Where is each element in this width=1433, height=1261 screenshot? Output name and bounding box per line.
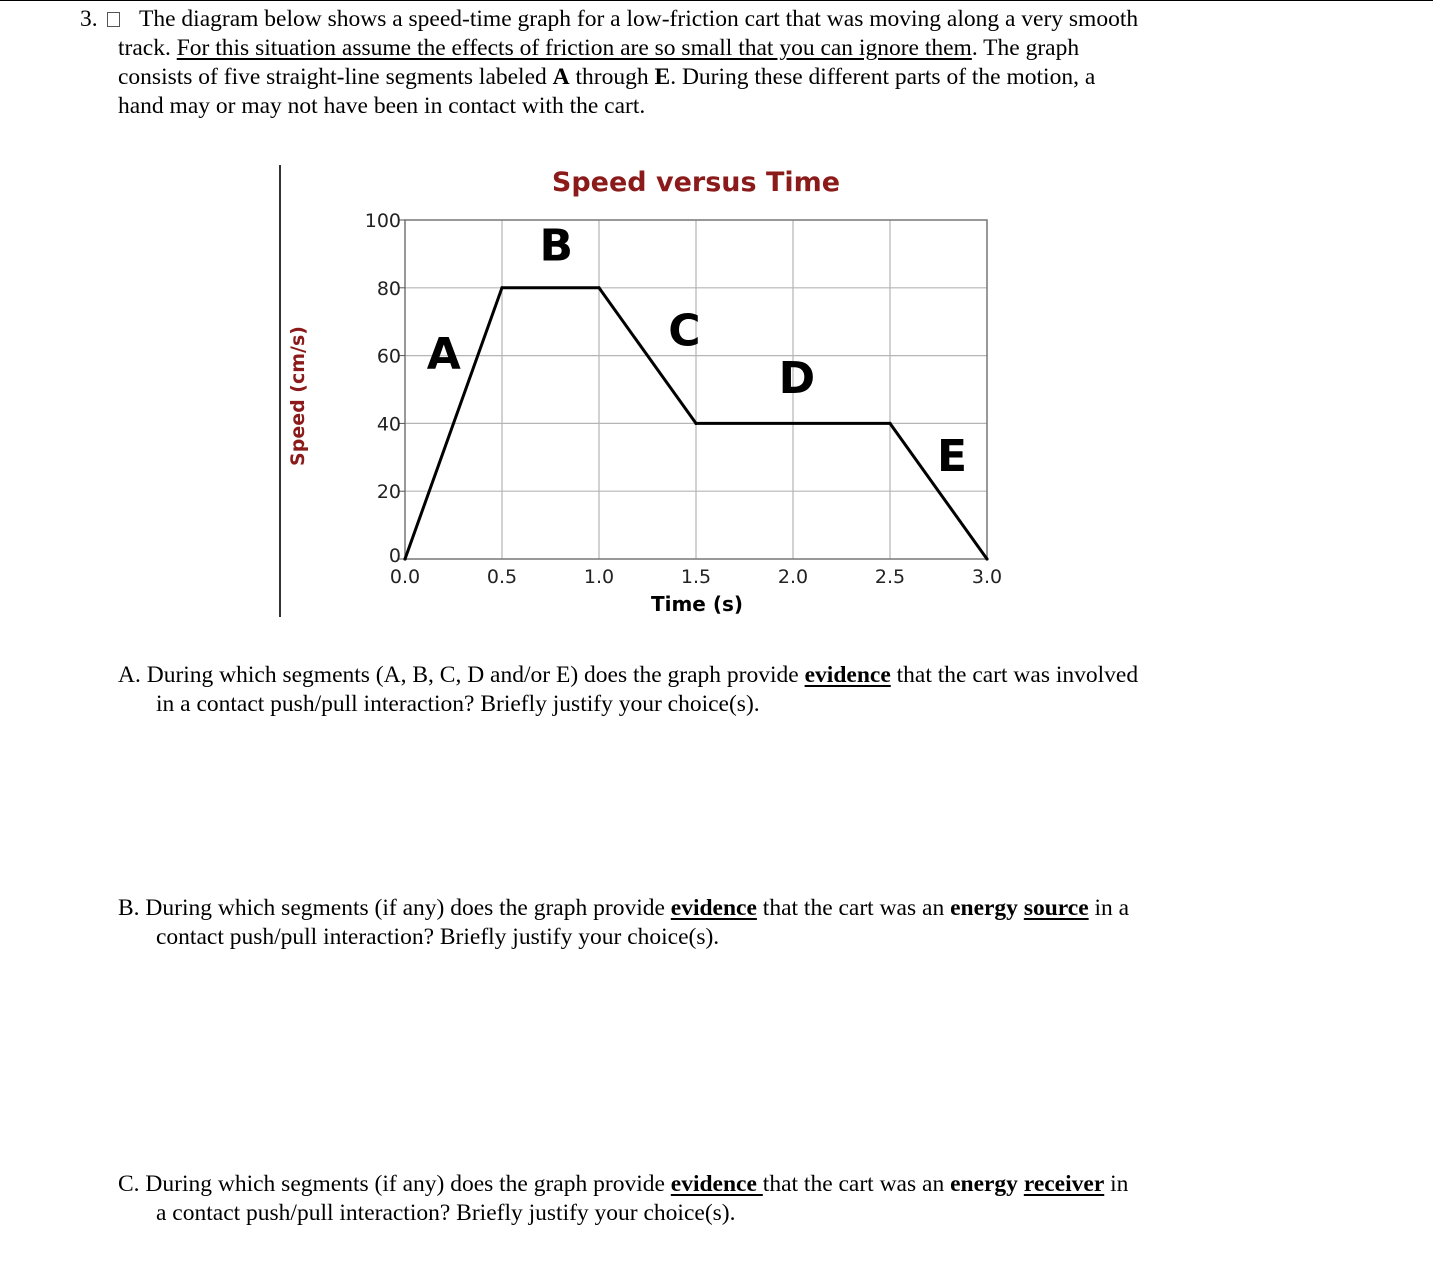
- segment-label-a: A: [426, 329, 461, 381]
- intro-line-4: hand may or may not have been in contact with the cart.: [118, 93, 646, 119]
- segment-label-b: B: [539, 220, 574, 272]
- part-a-line-2: in a contact push/pull interaction? Briefly justify your choice(s).: [156, 691, 760, 717]
- part-a-line-1: A. During which segments (A, B, C, D and/or E) does the graph provide evidence that the cart was involved: [118, 662, 1139, 688]
- intro-line-2: track. For this situation assume the effects of friction are so small that you can ignore them. The graph: [118, 35, 1080, 61]
- segment-label-c: C: [668, 305, 701, 357]
- x-tick-label: 0.0: [389, 566, 421, 588]
- chart-grid: [405, 220, 987, 559]
- segment-label-e: E: [937, 430, 968, 482]
- axis-ticks: [365, 210, 1002, 588]
- series-vertex: [597, 286, 600, 289]
- x-tick-label: 1.5: [680, 566, 712, 588]
- x-tick-label: 2.5: [874, 566, 906, 588]
- part-c: [118, 1170, 1128, 1228]
- series-vertex: [403, 557, 406, 560]
- y-tick-label: 20: [376, 481, 401, 504]
- x-axis-label: Time (s): [650, 592, 744, 616]
- series-vertex: [500, 286, 503, 289]
- y-axis-label: Speed (cm/s): [287, 326, 309, 466]
- intro-line-3: consists of five straight-line segments labeled A through E. During these different parts of the motion, a: [118, 64, 1096, 90]
- part-c-line-1: C. During which segments (if any) does the graph provide evidence that the cart was an energy receiver in: [118, 1171, 1129, 1197]
- series-vertex: [888, 422, 891, 425]
- x-tick-label: 2.0: [777, 566, 809, 588]
- y-tick-label: 80: [376, 277, 401, 300]
- part-c-line-2: a contact push/pull interaction? Briefly justify your choice(s).: [156, 1200, 736, 1226]
- part-b: [118, 894, 1129, 952]
- intro-line-1: The diagram below shows a speed-time graph for a low-friction cart that was moving along a very smooth: [139, 6, 1139, 32]
- part-b-line-2: contact push/pull interaction? Briefly justify your choice(s).: [156, 924, 720, 950]
- x-tick-label: 0.5: [486, 566, 518, 588]
- x-tick-label: 3.0: [971, 566, 1003, 588]
- y-tick-label: 60: [376, 345, 401, 368]
- y-tick-label: 0: [388, 545, 401, 567]
- part-a: [118, 661, 1138, 719]
- part-b-line-1: B. During which segments (if any) does the graph provide evidence that the cart was an energy source in a: [118, 895, 1130, 921]
- segment-labels: [427, 221, 967, 482]
- x-tick-label: 1.0: [583, 566, 615, 588]
- friction-note: For this situation assume the effects of friction are so small that you can ignore them: [176, 35, 972, 61]
- series-vertex: [694, 422, 697, 425]
- y-tick-label: 40: [376, 413, 401, 436]
- series-vertex: [985, 557, 988, 560]
- question-number: 3.: [80, 5, 132, 34]
- chart-title: Speed versus Time: [551, 167, 841, 198]
- y-tick-label: 100: [364, 210, 401, 232]
- segment-label-d: D: [778, 352, 816, 404]
